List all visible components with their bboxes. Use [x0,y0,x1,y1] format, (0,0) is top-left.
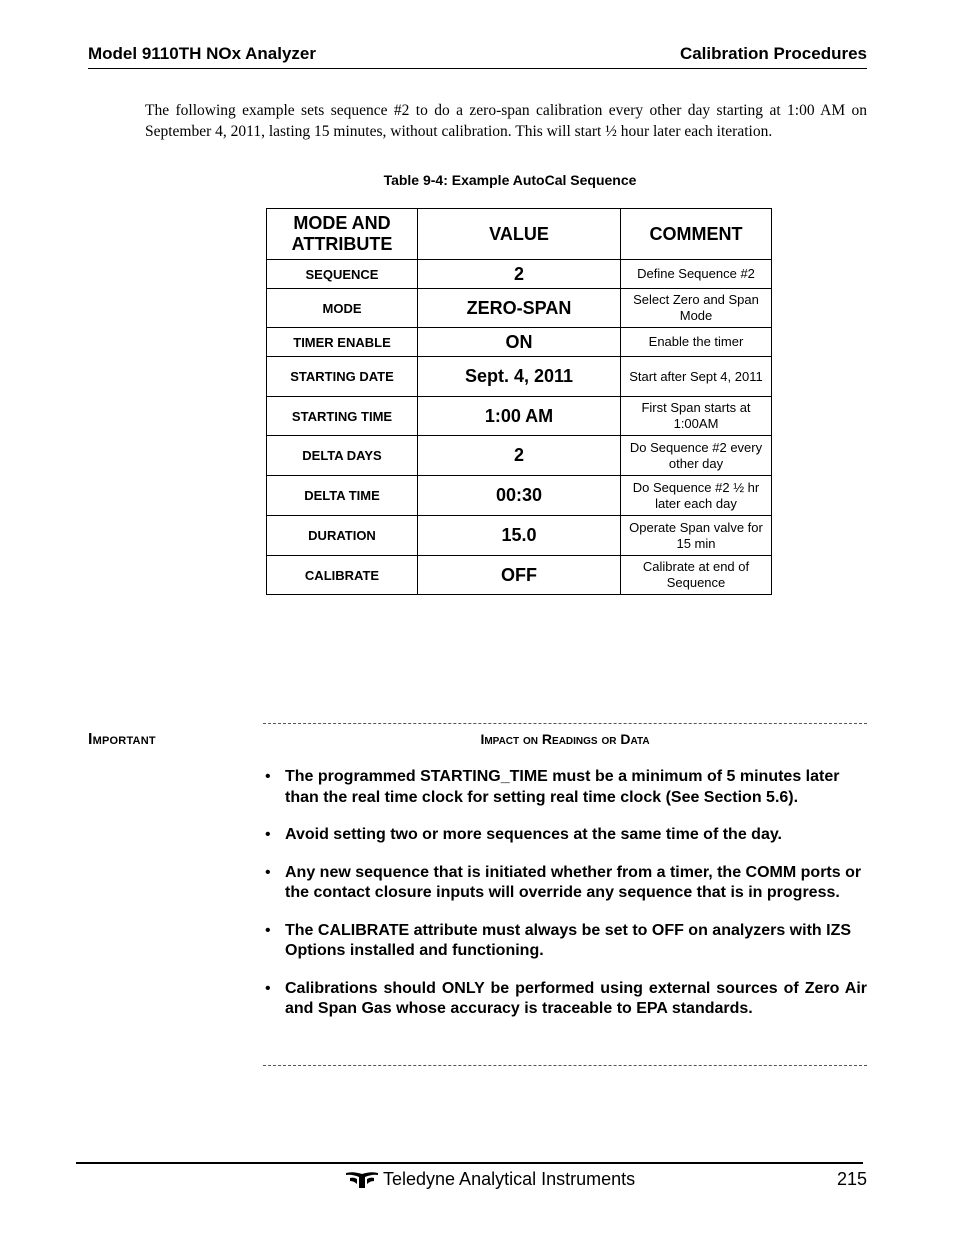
row-mode: STARTING DATE [267,357,418,397]
row-value: 2 [418,436,621,476]
teledyne-logo-icon [345,1171,379,1194]
row-value: OFF [418,556,621,595]
table-caption: Table 9-4: Example AutoCal Sequence [383,172,637,188]
row-comment: Do Sequence #2 every other day [621,436,772,476]
row-comment: Do Sequence #2 ½ hr later each day [621,476,772,516]
list-item: • Any new sequence that is initiated whether from a timer, the COMM ports or the contact closure inputs will override any sequence that is in progress. [263,863,867,904]
table-row [267,260,772,289]
row-value: 1:00 AM [418,397,621,436]
table-row [267,556,772,595]
table-row [267,397,772,436]
table-row [267,516,772,556]
row-comment: Enable the timer [621,328,772,357]
footer-company-name: Teledyne Analytical Instruments [383,1169,636,1189]
table-row [267,289,772,328]
important-bottom-divider [263,1065,867,1066]
table-row [267,357,772,397]
table-header-row [267,209,772,260]
list-item: • The programmed STARTING_TIME must be a minimum of 5 minutes later than the real time clock for setting real time clock (See Section 5.6). [263,767,867,808]
table-row [267,328,772,357]
important-label: Important [88,731,156,748]
row-comment: First Span starts at 1:00AM [621,397,772,436]
page-footer [345,1169,867,1191]
list-item: • Avoid setting two or more sequences at the same time of the day. [263,825,867,846]
header-model-title: Model 9110TH NOx Analyzer [88,44,317,63]
row-value: 2 [418,260,621,289]
table-row [267,436,772,476]
row-comment: Define Sequence #2 [621,260,772,289]
row-mode: MODE [267,289,418,328]
intro-paragraph: The following example sets sequence #2 to do a zero-span calibration every other day starting at 1:00 AM on September 4, 2011, lasting 15 minutes, without calibration. This will start ½ hour later each iteration. [145,102,867,140]
row-comment: Start after Sept 4, 2011 [621,357,772,397]
row-mode: SEQUENCE [267,260,418,289]
row-value: ZERO-SPAN [418,289,621,328]
header-value: VALUE [418,209,621,260]
row-comment: Operate Span valve for 15 min [621,516,772,556]
list-item: • Calibrations should ONLY be performed using external sources of Zero Air and Span Gas whose accuracy is traceable to EPA standards. [263,979,867,1020]
important-title: Impact on Readings or Data [480,731,650,747]
row-value: ON [418,328,621,357]
row-mode: CALIBRATE [267,556,418,595]
important-top-divider [263,723,867,724]
row-mode: TIMER ENABLE [267,328,418,357]
row-comment: Calibrate at end of Sequence [621,556,772,595]
important-notes-list [263,767,867,1037]
autocal-table [266,208,772,595]
row-mode: DELTA TIME [267,476,418,516]
header-mode-attribute: MODE AND ATTRIBUTE [267,209,418,260]
row-value: 15.0 [418,516,621,556]
row-value: 00:30 [418,476,621,516]
list-item: • The CALIBRATE attribute must always be set to OFF on analyzers with IZS Options installed and functioning. [263,921,867,962]
footer-rule [76,1162,863,1164]
page-number: 215 [836,1169,867,1189]
row-mode: DURATION [267,516,418,556]
row-mode: DELTA DAYS [267,436,418,476]
header-comment: COMMENT [621,209,772,260]
row-mode: STARTING TIME [267,397,418,436]
header-section-title: Calibration Procedures [679,44,867,63]
page-header [88,44,867,69]
row-comment: Select Zero and Span Mode [621,289,772,328]
table-row [267,476,772,516]
row-value: Sept. 4, 2011 [418,357,621,397]
